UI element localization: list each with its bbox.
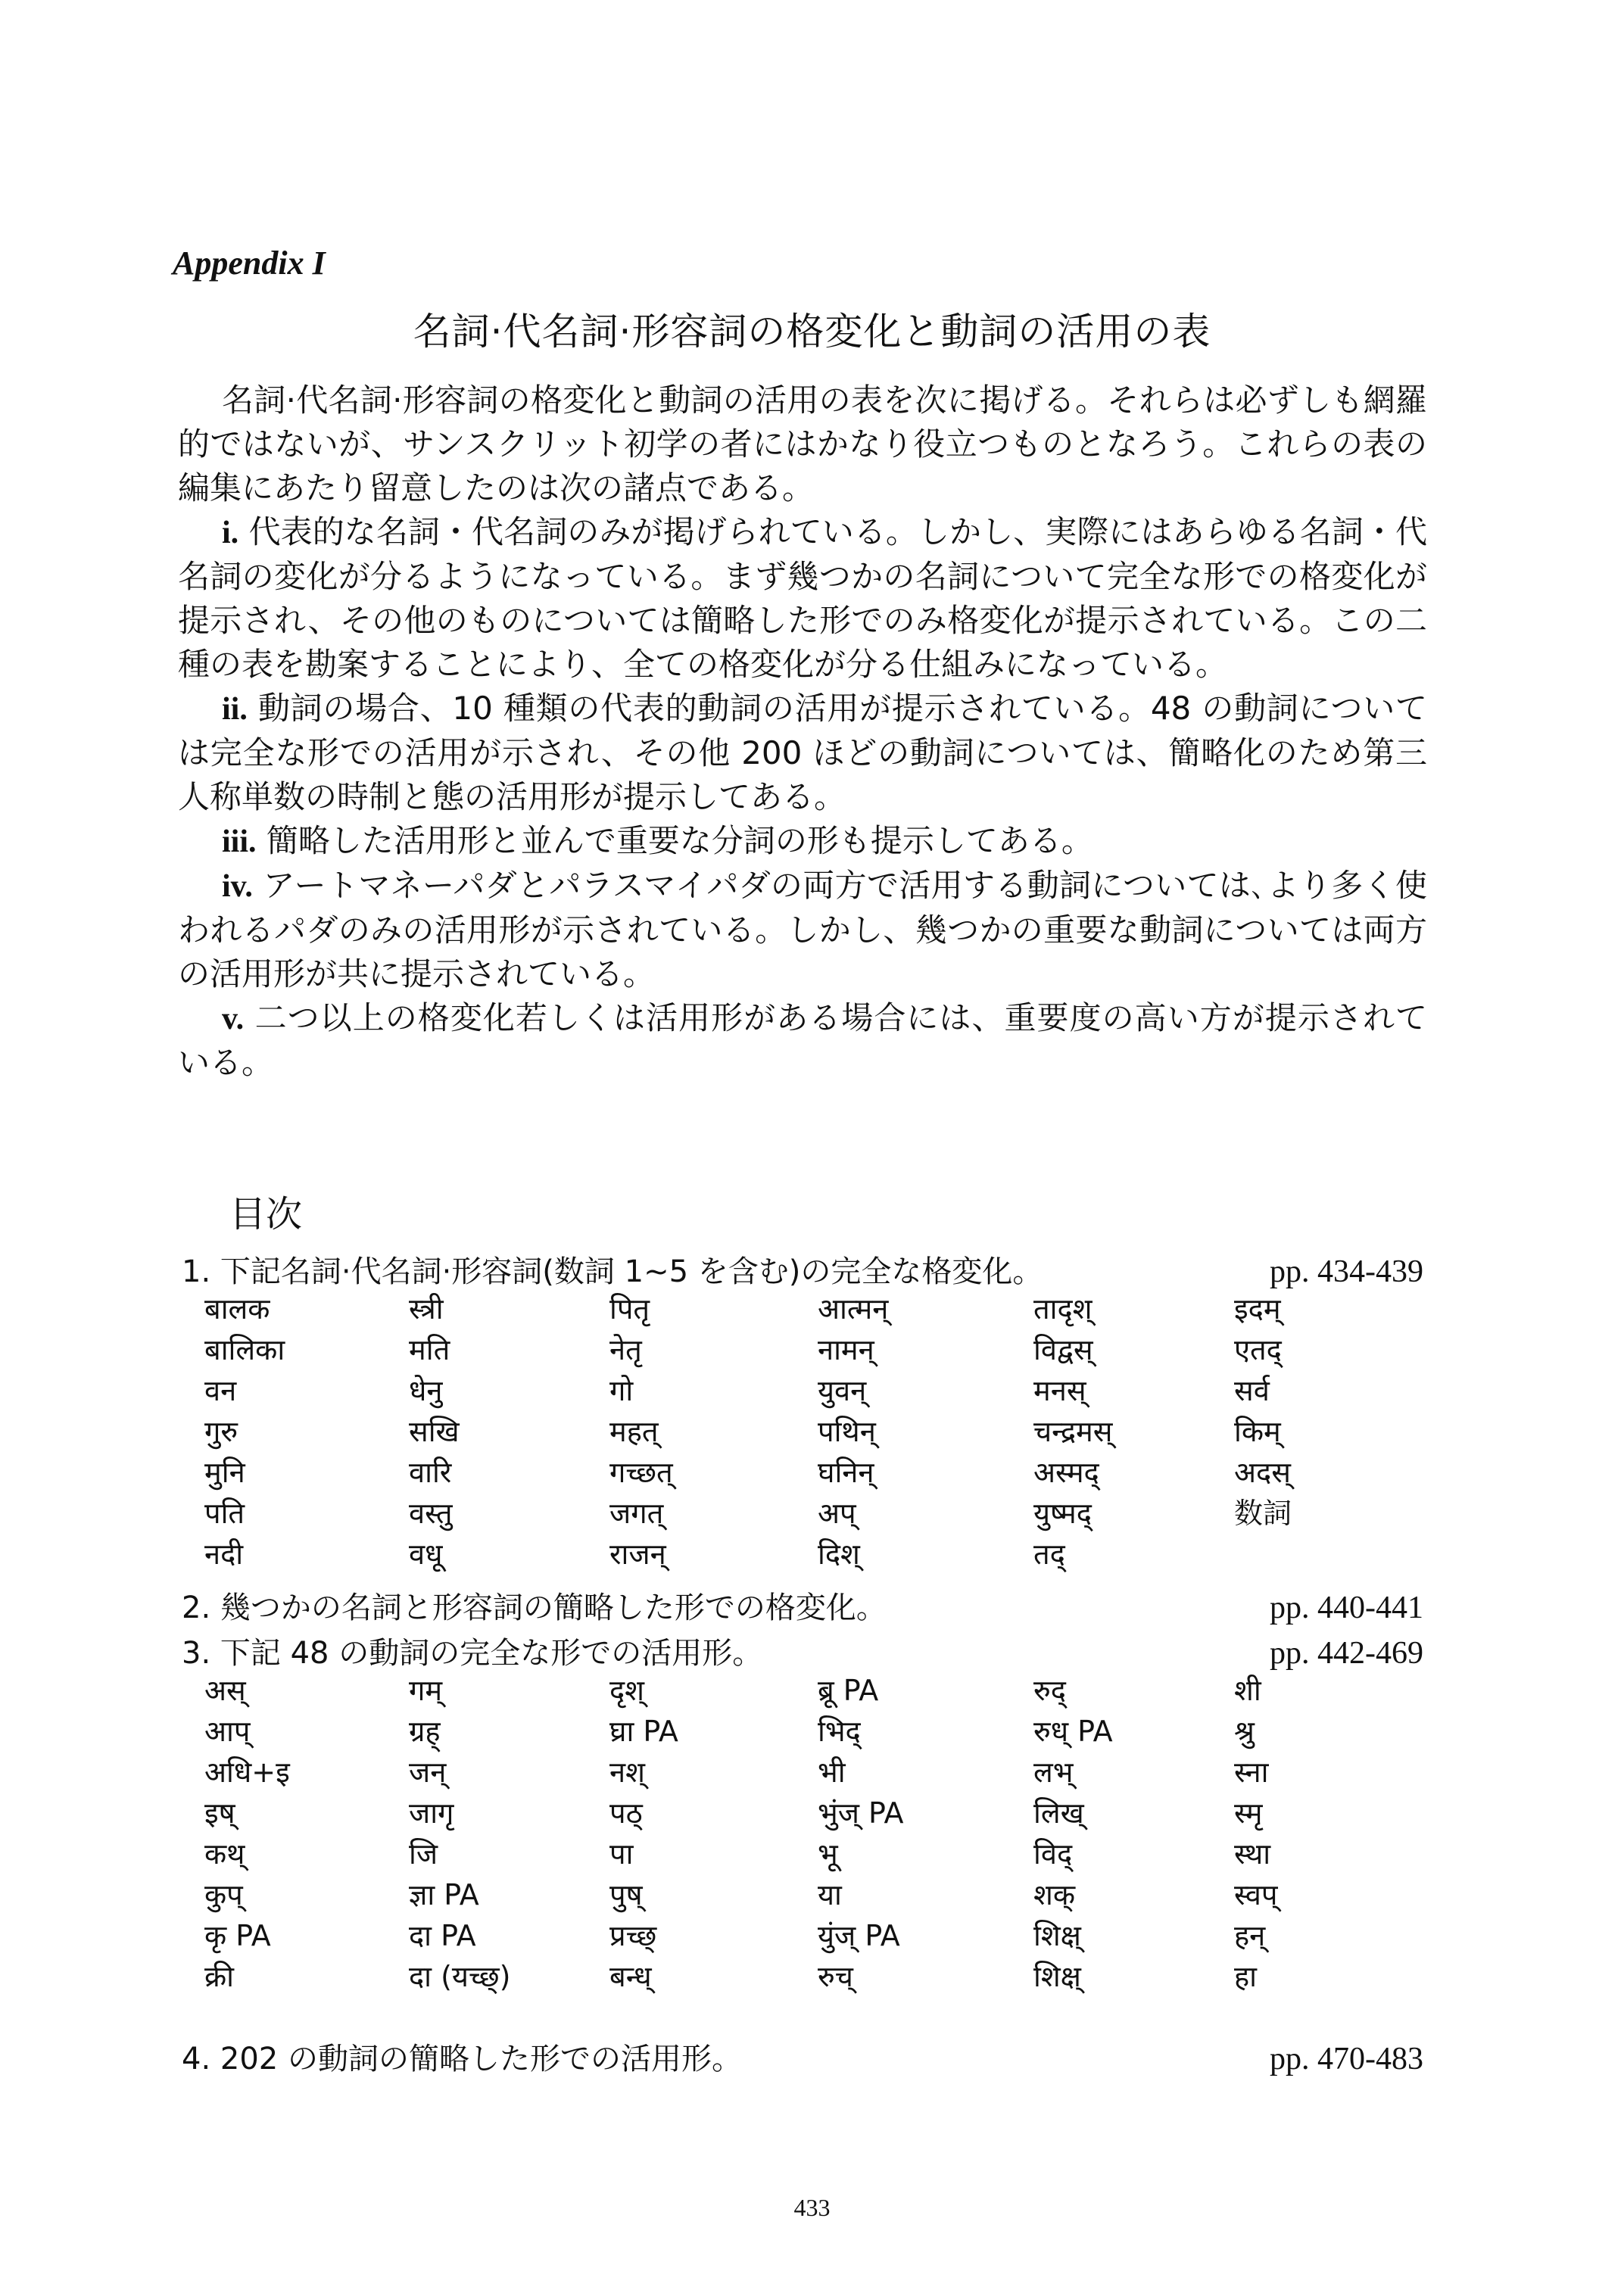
word-cell: शी: [1234, 1674, 1261, 1707]
word-cell: बन्ध्: [609, 1960, 652, 1993]
word-cell: स्ना: [1234, 1756, 1269, 1789]
word-cell: गुरु: [204, 1415, 238, 1448]
word-cell: पथिन्: [818, 1415, 876, 1448]
word-cell: अदस्: [1234, 1456, 1291, 1489]
point-i: [178, 510, 1427, 687]
word-cell: मुनि: [204, 1456, 245, 1489]
point-text: 簡略した活用形と並んで重要な分詞の形も提示してある。: [256, 822, 1093, 859]
section-pages: pp. 434-439: [1270, 1254, 1423, 1289]
point-text: 二つ以上の格変化若しくは活用形がある場合には、重要度の高い方が提示されている。: [178, 999, 1427, 1081]
page-title: 名詞·代名詞·形容詞の格変化と動詞の活用の表: [413, 310, 1211, 354]
point-number: iv.: [222, 869, 253, 904]
point-v: [178, 996, 1427, 1085]
point-number: i.: [222, 516, 239, 550]
toc-heading: 目次: [229, 1193, 303, 1235]
word-cell: शिक्ष्: [1033, 1960, 1081, 1993]
point-text: 代表的な名詞・代名詞のみが掲げられている。しかし、実際にはあらゆる名詞・代名詞の変化が分るようになっている。まず幾つかの名詞について完全な形での格変化が提示され、その他のものについては簡略した形でのみ格変化が提示されている。この二種の表を勘案することにより、全ての格変化が分る仕組みになっている。: [178, 513, 1427, 683]
point-number: iii.: [222, 824, 257, 859]
word-cell: वारि: [409, 1456, 452, 1489]
word-cell: श्रु: [1234, 1715, 1255, 1748]
word-cell: बालिका: [204, 1333, 285, 1366]
word-cell: ज्ञा PA: [409, 1878, 479, 1911]
word-cell: इष्: [204, 1796, 235, 1830]
word-cell: कुप्: [204, 1878, 243, 1911]
word-cell: बालक: [204, 1292, 270, 1326]
word-cell: भिद्: [818, 1715, 861, 1748]
word-cell: दिश्: [818, 1537, 860, 1571]
word-cell: भी: [818, 1756, 846, 1789]
word-cell: शिक्ष्: [1033, 1919, 1081, 1952]
word-cell: दृश्: [609, 1674, 645, 1707]
point-text: 動詞の場合、10 種類の代表的動詞の活用が提示されている。48 の動詞については完全な形での活用が示され、その他 200 ほどの動詞については、簡略化のため第三人称単数の時制と態の活用形が提示してある。: [178, 690, 1427, 815]
word-cell: कथ्: [204, 1837, 245, 1871]
point-iii: [178, 819, 1427, 864]
word-cell: ब्रू PA: [818, 1674, 879, 1707]
word-cell: नश्: [609, 1756, 645, 1789]
word-cell: वधू: [409, 1537, 443, 1571]
word-cell: रुद्: [1033, 1674, 1066, 1707]
page-number: 433: [793, 2194, 831, 2221]
toc-section-2: [182, 1584, 1423, 1627]
section-label: 3. 下記 48 の動詞の完全な形での活用形。: [182, 1636, 763, 1671]
word-cell: स्मृ: [1234, 1796, 1263, 1830]
word-cell: युंज् PA: [818, 1919, 900, 1952]
appendix-label: Appendix I: [173, 245, 326, 282]
section-label: 2. 幾つかの名詞と形容詞の簡略した形での格変化。: [182, 1590, 887, 1625]
verb-list-grid: [204, 1670, 1401, 1997]
word-cell: विद्वस्: [1033, 1333, 1093, 1366]
intro-paragraph: 名詞·代名詞·形容詞の格変化と動詞の活用の表を次に掲げる。それらは必ずしも網羅的ではないが、サンスクリット初学の者にはかなり役立つものとなろう。これらの表の編集にあたり留意したのは次の諸点である。: [178, 382, 1427, 506]
word-cell: इदम्: [1234, 1292, 1281, 1326]
point-text: アートマネーパダとパラスマイパダの両方で活用する動詞については､より多く使われるパダのみの活用形が示されている。しかし、幾つかの重要な動詞については両方の活用形が共に提示されている。: [178, 867, 1427, 992]
word-cell: ग्रह्: [409, 1715, 441, 1748]
word-cell: आत्मन्: [818, 1292, 889, 1326]
point-number: ii.: [222, 692, 248, 727]
section-pages: pp. 442-469: [1270, 1636, 1423, 1671]
word-cell: महत्: [609, 1415, 659, 1448]
word-cell: जागृ: [409, 1796, 454, 1830]
word-cell: अधि+इ: [204, 1756, 290, 1789]
word-cell: घनिन्: [818, 1456, 874, 1489]
word-cell: सर्व: [1234, 1374, 1270, 1407]
point-ii: [178, 687, 1427, 819]
word-cell: पति: [204, 1497, 245, 1530]
word-cell: स्वप्: [1234, 1878, 1278, 1911]
toc-section-3: [182, 1629, 1423, 1672]
word-cell: भुंज् PA: [818, 1796, 904, 1830]
word-cell: वस्तु: [409, 1497, 453, 1530]
word-cell: किम्: [1234, 1415, 1281, 1448]
word-cell: रुच्: [818, 1960, 853, 1993]
word-cell: विद्: [1033, 1837, 1073, 1871]
word-cell: एतद्: [1234, 1333, 1282, 1366]
word-cell: मनस्: [1033, 1374, 1086, 1407]
word-cell: लिख्: [1033, 1796, 1084, 1830]
word-cell: हा: [1234, 1960, 1258, 1993]
word-cell: युष्मद्: [1033, 1497, 1092, 1530]
word-cell: नामन्: [818, 1333, 874, 1366]
word-cell: राजन्: [609, 1537, 666, 1571]
word-cell: मति: [409, 1333, 450, 1366]
word-cell: स्त्री: [409, 1292, 444, 1326]
word-cell: तादृश्: [1033, 1292, 1093, 1326]
word-cell: दा (यच्छ्): [409, 1960, 511, 1993]
word-cell: या: [818, 1878, 842, 1911]
section-label: 4. 202 の動詞の簡略した形での活用形。: [182, 2042, 742, 2076]
word-cell: दा PA: [409, 1919, 476, 1952]
word-cell: हन्: [1234, 1919, 1266, 1952]
word-cell: प्रच्छ्: [609, 1919, 657, 1952]
toc-section-4: [182, 2035, 1423, 2078]
word-cell: पितृ: [609, 1292, 650, 1326]
word-cell: 数詞: [1234, 1497, 1292, 1530]
word-cell: [1234, 1534, 1401, 1575]
noun-list-grid: [204, 1288, 1401, 1575]
word-cell: जि: [409, 1837, 438, 1871]
word-cell: भू: [818, 1837, 838, 1871]
word-cell: पुष्: [609, 1878, 643, 1911]
word-cell: पा: [609, 1837, 634, 1871]
word-cell: घ्रा PA: [609, 1715, 678, 1748]
word-cell: गो: [609, 1374, 634, 1407]
word-cell: गम्: [409, 1674, 443, 1707]
word-cell: रुध् PA: [1033, 1715, 1113, 1748]
word-cell: वन: [204, 1374, 237, 1407]
word-cell: आप्: [204, 1715, 251, 1748]
word-cell: लभ्: [1033, 1756, 1074, 1789]
word-cell: तद्: [1033, 1537, 1065, 1571]
word-cell: गच्छत्: [609, 1456, 673, 1489]
word-cell: कृ PA: [204, 1919, 271, 1952]
word-cell: धेनु: [409, 1374, 443, 1407]
word-cell: पठ्: [609, 1796, 643, 1830]
word-cell: सखि: [409, 1415, 460, 1448]
section-label: 1. 下記名詞·代名詞·形容詞(数詞 1~5 を含む)の完全な格変化。: [182, 1254, 1043, 1289]
word-cell: क्री: [204, 1960, 235, 1993]
word-cell: चन्द्रमस्: [1033, 1415, 1113, 1448]
section-pages: pp. 440-441: [1270, 1590, 1423, 1625]
word-cell: युवन्: [818, 1374, 867, 1407]
word-cell: नदी: [204, 1537, 244, 1571]
word-cell: शक्: [1033, 1878, 1076, 1911]
word-cell: अप्: [818, 1497, 856, 1530]
word-cell: नेतृ: [609, 1333, 642, 1366]
toc-section-1: [182, 1248, 1423, 1291]
word-cell: अस्मद्: [1033, 1456, 1099, 1489]
word-cell: स्था: [1234, 1837, 1271, 1871]
intro-text: [178, 379, 1427, 1085]
word-cell: जन्: [409, 1756, 447, 1789]
point-iv: [178, 864, 1427, 996]
point-number: v.: [222, 1002, 245, 1036]
word-cell: जगत्: [609, 1497, 664, 1530]
section-pages: pp. 470-483: [1270, 2042, 1423, 2076]
word-cell: अस्: [204, 1674, 246, 1707]
